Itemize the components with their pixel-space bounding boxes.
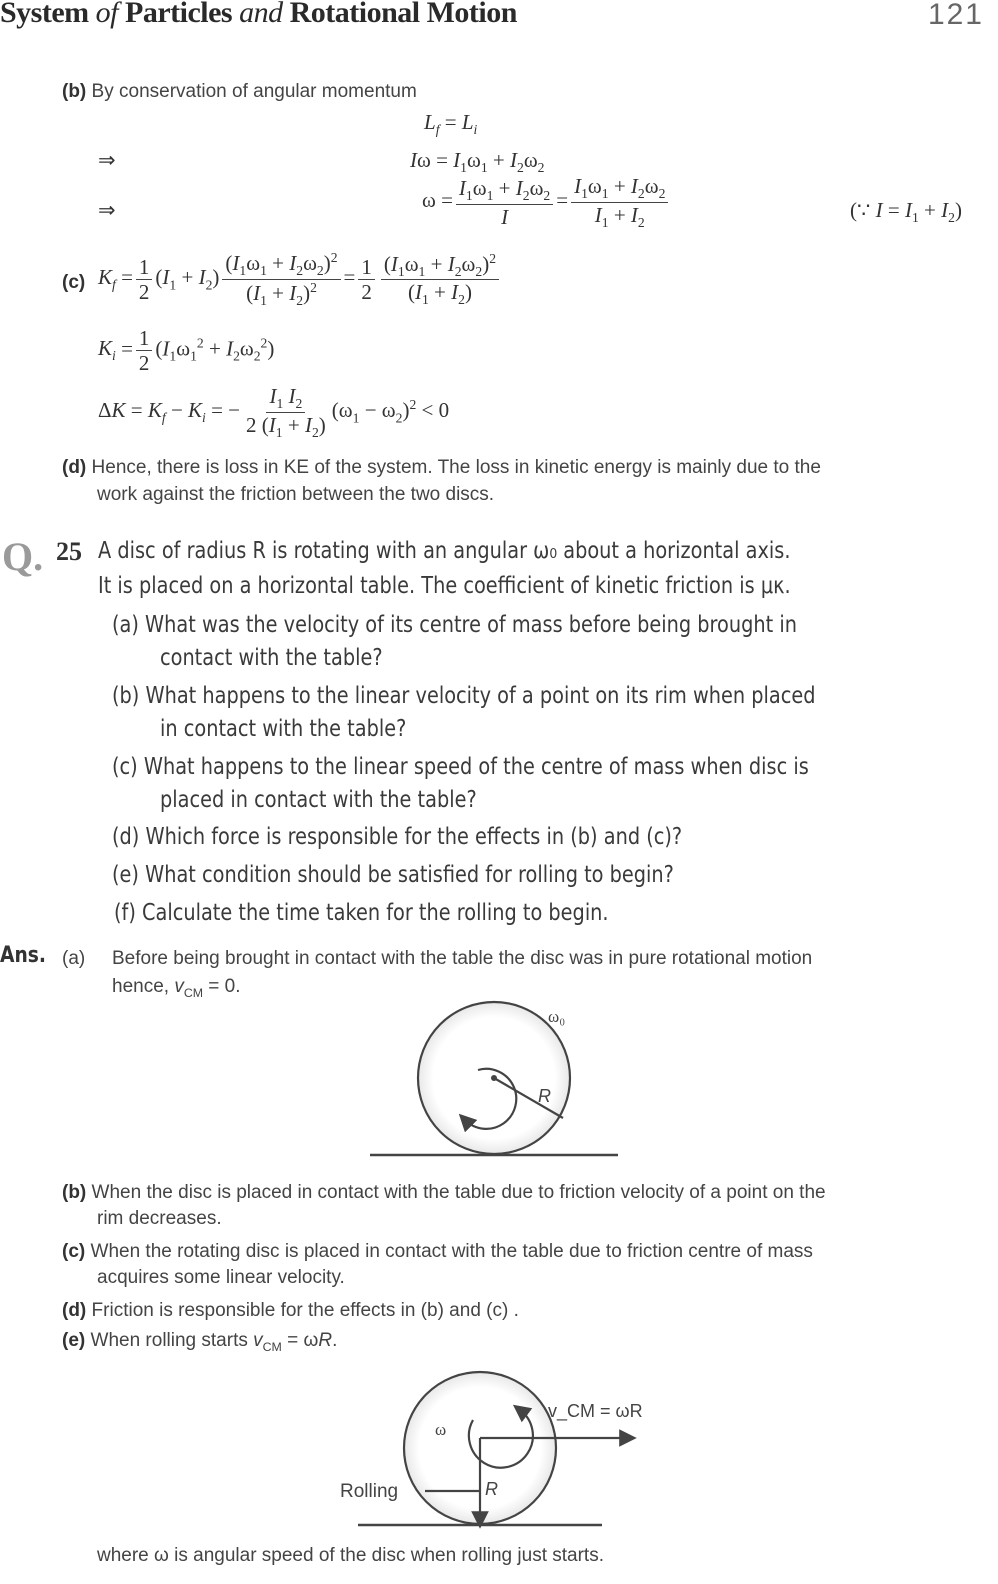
answer-a-label: (a)	[62, 948, 86, 969]
vcm-label: v_CM = ωR	[548, 1401, 643, 1421]
question-part-c: (c) What happens to the linear speed of the centre of mass when disc is	[112, 754, 809, 780]
answer-b-line2: rim decreases.	[97, 1208, 222, 1229]
equation-angular-momentum: $I\omega = I_1\omega_1 + I_2\omega_2$	[410, 148, 545, 176]
solution-b-intro: (b) By conservation of angular momentum	[62, 81, 417, 102]
answer-footer-line: where ω is angular speed of the disc when rolling just starts.	[97, 1545, 604, 1566]
question-line1: A disc of radius R is rotating with an angular ω₀ about a horizontal axis.	[98, 538, 791, 564]
equation-ki: $K_i$ = $\frac{1}{2}$ $(I_1\omega_1^2 + I_2\omega_2^2)$	[98, 326, 275, 376]
question-line2: It is placed on a horizontal table. The coefficient of kinetic friction is μκ.	[98, 573, 791, 599]
answer-e-line: (e) When rolling starts $v_{CM} = \omega R$.	[62, 1330, 338, 1354]
question-part-b-cont: in contact with the table?	[160, 716, 407, 742]
rotating-disc-figure	[360, 1000, 630, 1165]
chapter-title: System of Particles and Rotational Motion	[0, 0, 517, 29]
question-part-e: (e) What condition should be satisfied for rolling to begin?	[112, 862, 674, 888]
solution-c-label: (c)	[62, 272, 86, 293]
question-part-b: (b) What happens to the linear velocity of a point on its rim when placed	[112, 683, 816, 709]
implies-symbol: ⇒	[98, 198, 116, 222]
equation-delta-k: $\Delta K = K_f - K_i$ = − $\frac{I_1 I_2}{2 (I_1 + I_2)}$ $(\omega_1 - \omega_2)^2 < 0$	[98, 384, 450, 441]
implies-symbol: ⇒	[98, 148, 116, 172]
equation-lf-li: $L_f = L_i$	[424, 110, 478, 138]
rolling-label: Rolling	[340, 1481, 399, 1502]
question-part-d: (d) Which force is responsible for the effects in (b) and (c)?	[112, 824, 683, 850]
question-marker: Q.	[2, 534, 44, 579]
question-part-a-cont: contact with the table?	[160, 645, 383, 671]
page-number: 121	[927, 0, 984, 31]
radius-label: R	[485, 1479, 498, 1499]
radius-label: R	[538, 1086, 551, 1106]
solution-d-line1: (d) Hence, there is loss in KE of the system. The loss in kinetic energy is mainly due to the	[62, 457, 821, 478]
answer-c-line1: (c) When the rotating disc is placed in contact with the table due to friction centre of mass	[62, 1241, 813, 1262]
omega-label: ω	[435, 1420, 447, 1439]
answer-a-line2: hence, $v_{CM} = 0$.	[112, 976, 241, 1000]
rolling-disc-figure	[330, 1365, 650, 1535]
equation-note: (∵ $I = I_1 + I_2$)	[850, 198, 962, 226]
equation-kf: $K_f$ = $\frac{1}{2}$ $(I_1 + I_2)$ $\frac{(I_1\omega_1 + I_2\omega_2)^2}{(I_1 + I_2)^2}$ = $\frac{1}{2}$ $\frac{(I_1\omega_1 + I_2\omega_2)^2}{(I_1 + I_2)}$	[98, 250, 502, 309]
question-part-c-cont: placed in contact with the table?	[160, 787, 477, 813]
answer-c-line2: acquires some linear velocity.	[97, 1267, 345, 1288]
question-part-f: (f) Calculate the time taken for the rolling to begin.	[114, 900, 609, 926]
equation-omega: ω = $\frac{I_1\omega_1 + I_2\omega_2}{I}$ = $\frac{I_1\omega_1 + I_2\omega_2}{I_1 + I_2}$	[422, 174, 671, 231]
solution-d-line2: work against the friction between the two discs.	[97, 484, 495, 505]
omega0-label: ω₀	[548, 1007, 566, 1026]
answer-b-line1: (b) When the disc is placed in contact with the table due to friction velocity of a point on the	[62, 1182, 826, 1203]
answer-marker: Ans.	[0, 943, 47, 968]
question-part-a: (a) What was the velocity of its centre of mass before being brought in	[112, 612, 797, 638]
question-number: 25	[56, 537, 82, 566]
answer-d-line: (d) Friction is responsible for the effects in (b) and (c) .	[62, 1300, 519, 1321]
answer-a-line1: Before being brought in contact with the table the disc was in pure rotational motion	[112, 948, 813, 969]
